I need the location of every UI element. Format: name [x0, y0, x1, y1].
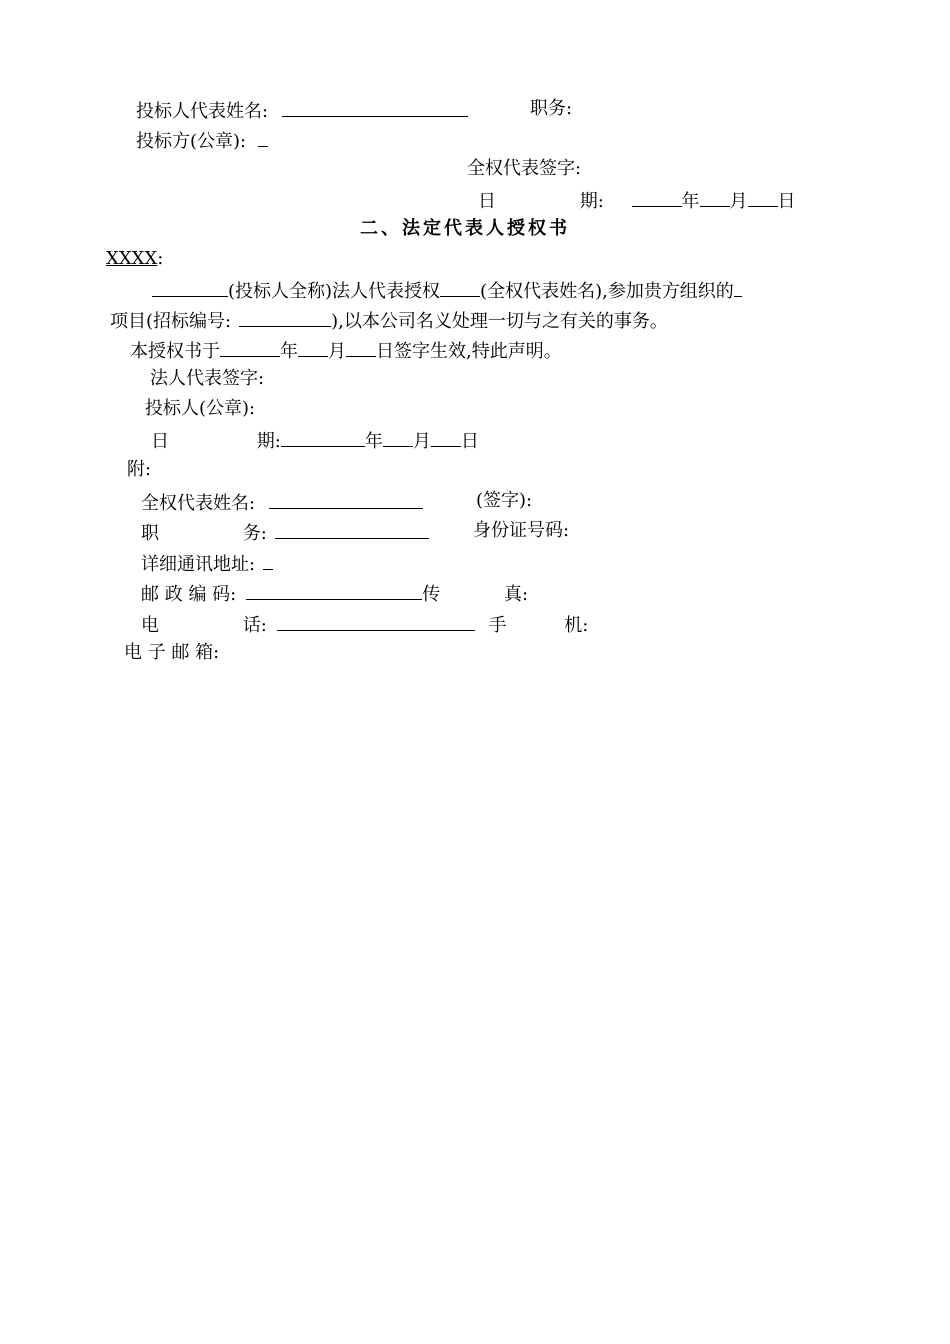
att-postcode-label: 邮 政 编 码:: [141, 584, 237, 605]
att-fax-chuan: 传: [422, 584, 441, 605]
month-label: 月: [729, 191, 748, 212]
att-email-label: 电 子 邮 箱:: [124, 642, 220, 663]
att-address-field[interactable]: [263, 551, 273, 570]
bidder-seal-row: [136, 128, 268, 153]
bidder-fullname-field[interactable]: [152, 278, 228, 297]
p2-text-a: 项目(招标编号:: [110, 311, 232, 332]
att-fax-zhen: 真:: [503, 584, 529, 605]
addressee-colon: :: [157, 248, 164, 269]
att-position-row: [141, 520, 429, 545]
p3-month: 月: [328, 341, 346, 362]
rep-name-field[interactable]: [282, 98, 468, 117]
paragraph-1: [152, 278, 742, 303]
p3-text-a: 本授权书于: [130, 341, 220, 362]
s2-month-field[interactable]: [383, 428, 413, 447]
att-sign-label: (签字):: [476, 490, 533, 511]
p2-text-b: ),以本公司名义处理一切与之有关的事务。: [331, 311, 668, 332]
s2-date-qi: 期:: [256, 431, 281, 452]
legal-sign-label: 法人代表签字:: [150, 368, 265, 389]
bidder-seal-label: 投标方(公章):: [136, 131, 247, 152]
top-month-field[interactable]: [700, 188, 730, 207]
paragraph-2: [110, 308, 668, 333]
signature-label: 全权代表签字:: [467, 158, 582, 179]
att-position-field[interactable]: [275, 520, 429, 539]
att-phone-row: [141, 612, 588, 637]
p3-year-field[interactable]: [220, 338, 280, 357]
day-label: 日: [777, 191, 796, 212]
top-year-field[interactable]: [632, 188, 682, 207]
att-mobile-shou: 手: [488, 615, 507, 636]
organizer-field[interactable]: [734, 278, 742, 297]
rep-name-row: [136, 98, 468, 123]
year-label: 年: [681, 191, 700, 212]
s2-month: 月: [412, 431, 431, 452]
position-label: 职务:: [530, 98, 573, 119]
att-position-wu: 务:: [242, 523, 267, 544]
att-rep-name-field[interactable]: [269, 490, 423, 509]
p3-text-b: 日签字生效,特此声明。: [376, 341, 562, 362]
att-mobile-ji: 机:: [564, 615, 589, 636]
s2-day-field[interactable]: [431, 428, 461, 447]
section2-date-row: [151, 428, 479, 453]
attachment-label: 附:: [127, 459, 152, 480]
p3-year: 年: [280, 341, 298, 362]
att-postcode-field[interactable]: [246, 581, 422, 600]
top-date-row: [478, 188, 796, 213]
bidder-seal-field[interactable]: [258, 128, 268, 147]
att-phone-field[interactable]: [277, 612, 475, 631]
bidder-seal-label-2: 投标人(公章):: [145, 398, 256, 419]
date-label-qi: 期:: [579, 191, 604, 212]
att-position-zhi: 职: [141, 523, 159, 544]
date-label-ri: 日: [478, 191, 496, 212]
top-day-field[interactable]: [748, 188, 778, 207]
att-phone-hua: 话:: [242, 615, 267, 636]
att-phone-dian: 电: [141, 615, 159, 636]
s2-year: 年: [364, 431, 383, 452]
paragraph-3: [130, 338, 562, 363]
addressee-row: [106, 248, 163, 270]
att-address-row: [141, 551, 273, 576]
p1-text-b: (全权代表姓名),参加贵方组织的: [480, 281, 734, 302]
att-postcode-row: [141, 581, 528, 606]
addressee: XXXX: [106, 248, 158, 269]
att-id-label: 身份证号码:: [473, 520, 570, 541]
p3-day-field[interactable]: [346, 338, 376, 357]
s2-day: 日: [460, 431, 479, 452]
rep-name-blank[interactable]: [440, 278, 480, 297]
att-address-label: 详细通讯地址:: [141, 554, 256, 575]
rep-name-label: 投标人代表姓名:: [136, 101, 269, 122]
att-rep-name-label: 全权代表姓名:: [141, 493, 256, 514]
s2-year-field[interactable]: [281, 428, 365, 447]
p3-month-field[interactable]: [298, 338, 328, 357]
p1-text-a: (投标人全称)法人代表授权: [228, 281, 441, 302]
tender-number-field[interactable]: [239, 308, 331, 327]
s2-date-ri: 日: [151, 431, 169, 452]
section-title: 二、法定代表人授权书: [360, 218, 570, 239]
att-rep-name-row: [141, 490, 423, 515]
